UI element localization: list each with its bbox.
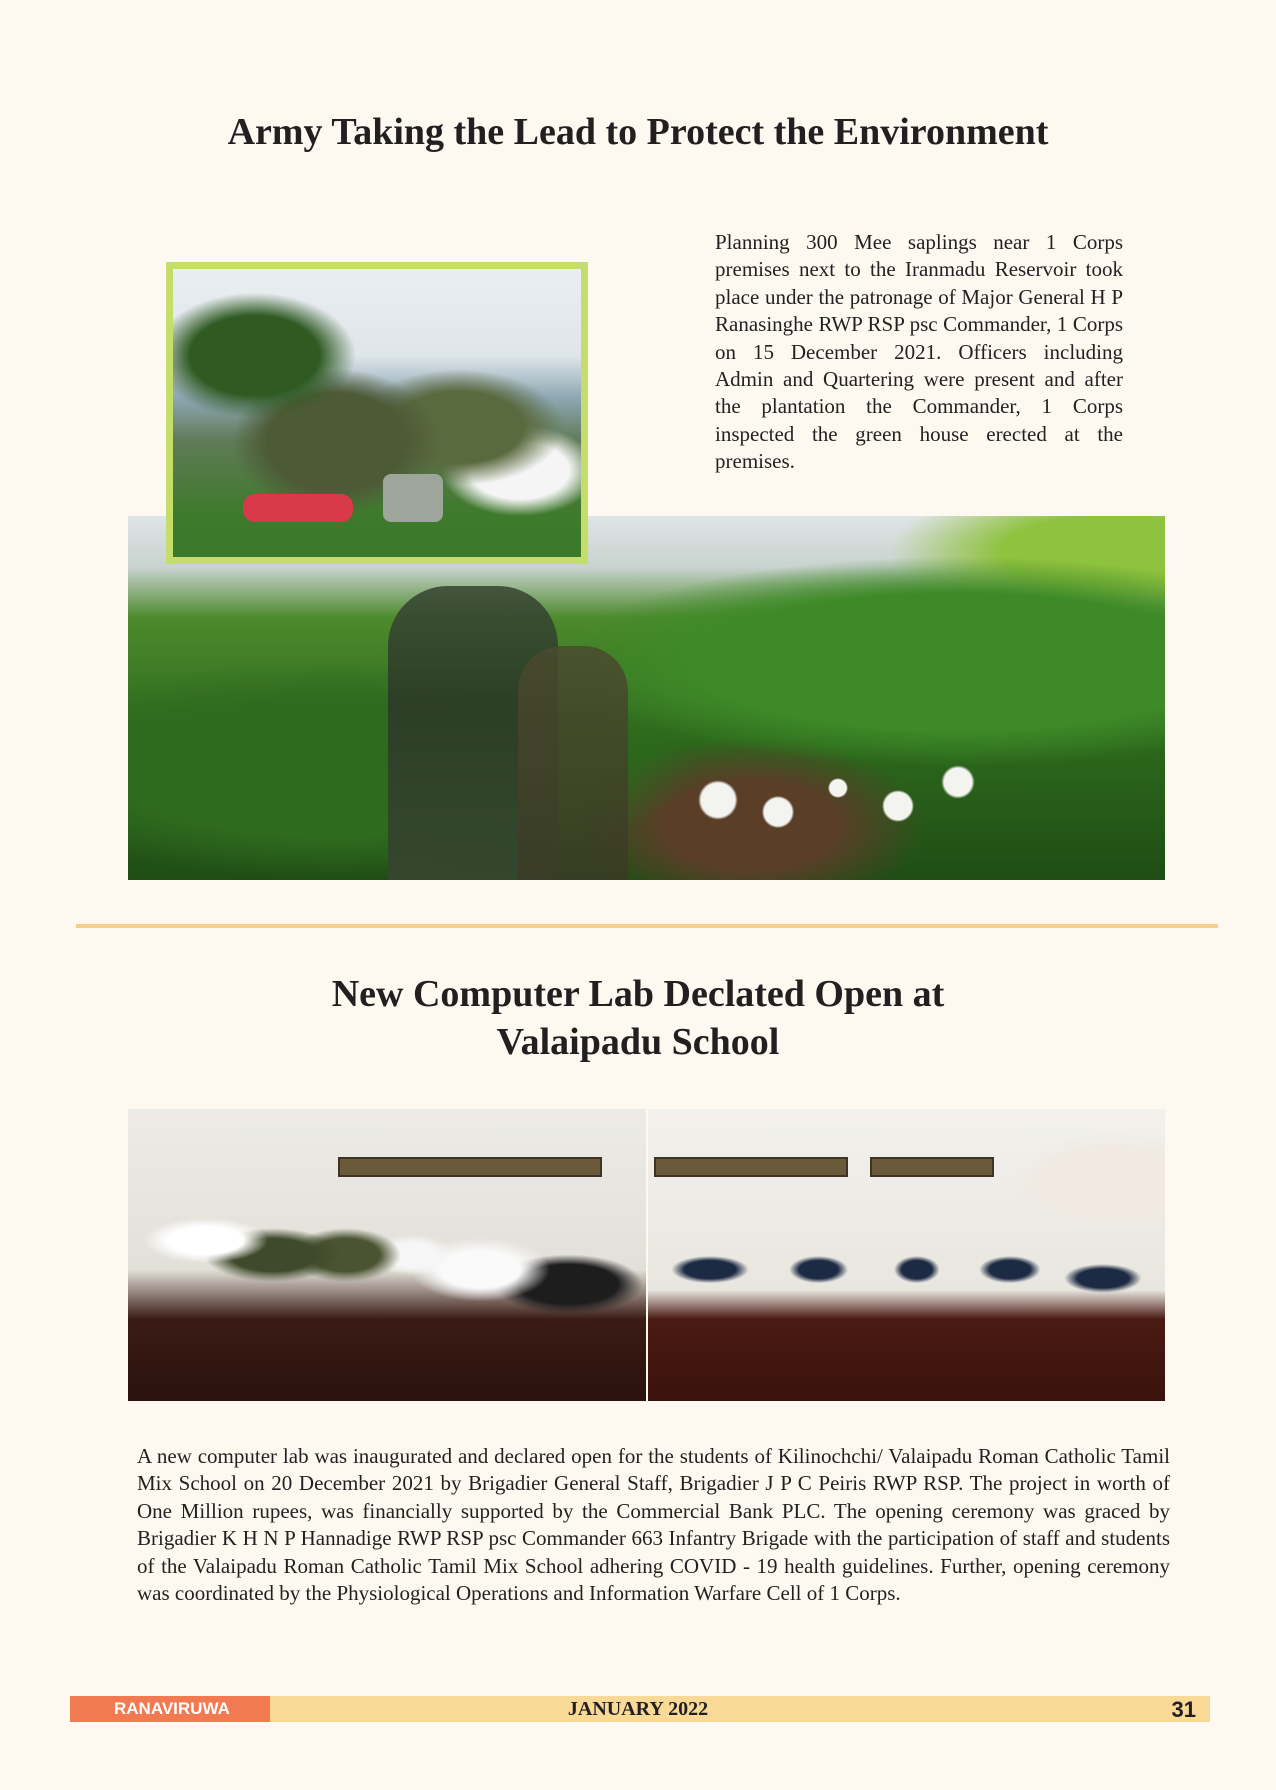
window-strip <box>870 1157 994 1177</box>
red-mat <box>243 494 353 522</box>
lab-opening-group-photo <box>128 1109 646 1401</box>
footer-brand: RANAVIRUWA <box>70 1696 270 1722</box>
article-body-computer-lab: A new computer lab was inaugurated and declared open for the students of Kilinochchi/ Valaipadu Roman Catholic Tamil Mix School on 20 December 2021 by Brigadier General Staff, Brigadier J P C Peiris RWP RSP. The project in worth of One Million rupees, was financially supported by the Commercial Bank PLC. The opening ceremony was graced by Brigadier K H N P Hannadige RWP RSP psc Commander 663 Infantry Brigade with the participation of staff and students of the Valaipadu Roman Catholic Tamil Mix School adhering COVID - 19 health guidelines. Further, opening ceremony was coordinated by the Physiological Operations and Information Warfare Cell of 1 Corps. <box>137 1444 1170 1606</box>
window-strip <box>654 1157 848 1177</box>
officer-figure <box>518 646 628 880</box>
watering-can <box>383 474 443 522</box>
title-line-1: New Computer Lab Declated Open at <box>331 973 945 1015</box>
sapling-pots <box>688 716 988 836</box>
sapling-planting-photo <box>166 262 588 564</box>
window-strip <box>338 1157 602 1177</box>
title-line-2: Valaipadu School <box>496 1021 780 1063</box>
section-divider <box>76 924 1218 928</box>
article-title-computer-lab <box>0 970 1276 1066</box>
greenhouse-inspection-photo <box>128 516 1165 880</box>
lab-computers-photo <box>648 1109 1165 1401</box>
page-number: 31 <box>1171 1697 1196 1722</box>
article-body-environment: Planning 300 Mee saplings near 1 Corps premises next to the Iranmadu Reservoir took place under the patronage of Major General H P Ranasinghe RWP RSP psc Commander, 1 Corps on 15 December 2021. Officers including Admin and Quartering were present and after the plantation the Commander, 1 Corps inspected the green house erected at the premises. <box>715 230 1123 474</box>
footer-issue-date: JANUARY 2022 <box>567 1698 709 1720</box>
article-title-environment: Army Taking the Lead to Protect the Environment <box>227 111 1049 153</box>
